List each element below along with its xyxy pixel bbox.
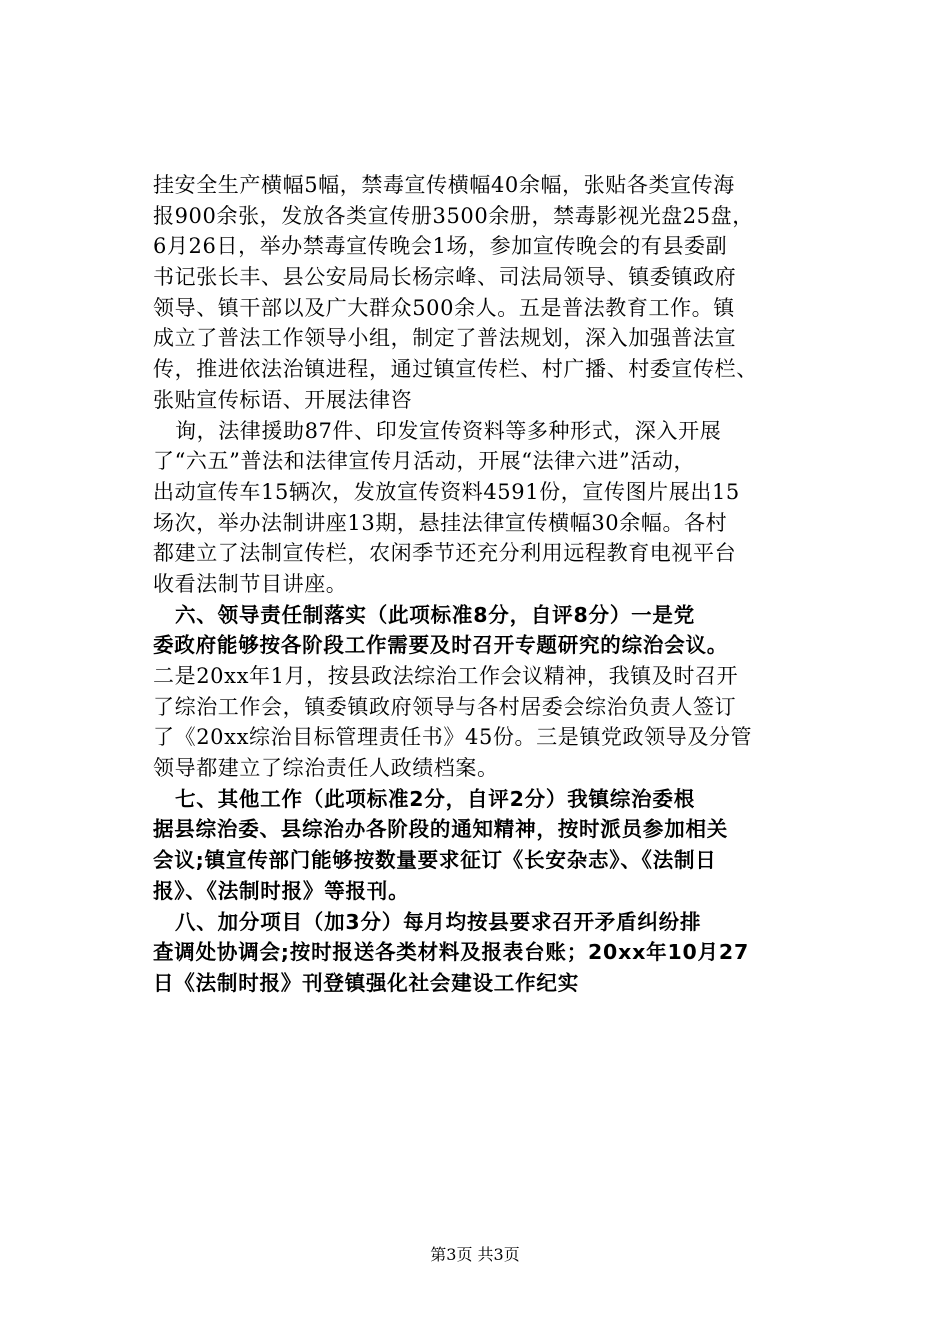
text-line: 传，推进依法治镇进程，通过镇宣传栏、村广播、村委宣传栏、 xyxy=(153,357,758,382)
text-line: 了“六五”普法和法律宣传月活动，开展“法律六进”活动， xyxy=(153,449,696,474)
text-line: 6月26日，举办禁毒宣传晚会1场，参加宣传晚会的有县委副 xyxy=(153,234,728,259)
text-line-bold: 会议;镇宣传部门能够按数量要求征订《长安杂志》、《法制日 xyxy=(153,848,717,873)
text-line-bold: 报》、《法制时报》等报刊。 xyxy=(153,878,410,903)
text-line: 书记张长丰、县公安局局长杨宗峰、司法局领导、镇委镇政府 xyxy=(153,265,737,290)
section-seven-heading-line: 七、其他工作（此项标准2分，自评2分）我镇综治委根 xyxy=(175,786,696,811)
text-line: 二是20xx年1月，按县政法综治工作会议精神，我镇及时召开 xyxy=(153,664,739,688)
text-line-bold: 据县综治委、县综治办各阶段的通知精神，按时派员参加相关 xyxy=(153,817,729,842)
text-line: 收看法制节目讲座。 xyxy=(153,571,348,596)
text-line: 场次，举办法制讲座13期，悬挂法律宣传横幅30余幅。各村 xyxy=(153,510,728,535)
document-body xyxy=(153,170,843,999)
section-eight-heading-line: 八、加分项目（加3分）每月均按县要求召开矛盾纠纷排 xyxy=(175,909,702,934)
text-line: 领导都建立了综治责任人政绩档案。 xyxy=(153,756,499,781)
text-line: 挂安全生产横幅5幅，禁毒宣传横幅40余幅，张贴各类宣传海 xyxy=(153,173,735,197)
text-line: 都建立了法制宣传栏，农闲季节还充分利用远程教育电视平台 xyxy=(153,541,737,566)
text-line: 询，法律援助87件、印发宣传资料等多种形式，深入开展 xyxy=(175,418,722,443)
page-number-footer: 第3页 共3页 xyxy=(430,1245,520,1264)
text-line: 张贴宣传标语、开展法律咨 xyxy=(153,387,413,412)
text-line-bold: 日《法制时报》刊登镇强化社会建设工作纪实 xyxy=(153,970,579,995)
text-line-bold: 查调处协调会;按时报送各类材料及报表台账；20xx年10月27 xyxy=(153,940,750,965)
text-line: 成立了普法工作领导小组，制定了普法规划，深入加强普法宣 xyxy=(153,326,737,351)
text-line: 了《20xx综治目标管理责任书》45份。三是镇党政领导及分管 xyxy=(153,725,753,750)
text-line: 出动宣传车15辆次，发放宣传资料4591份，宣传图片展出15 xyxy=(153,479,740,504)
text-line: 了综治工作会，镇委镇政府领导与各村居委会综治负责人签订 xyxy=(153,694,737,719)
section-six-heading-line: 六、领导责任制落实（此项标准8分，自评8分）一是党 xyxy=(175,602,696,627)
text-line: 领导、镇干部以及广大群众500余人。五是普法教育工作。镇 xyxy=(153,295,735,320)
text-line: 报900余张，发放各类宣传册3500余册，禁毒影视光盘25盘， xyxy=(153,203,754,228)
text-line-bold: 委政府能够按各阶段工作需要及时召开专题研究的综治会议。 xyxy=(153,633,729,658)
